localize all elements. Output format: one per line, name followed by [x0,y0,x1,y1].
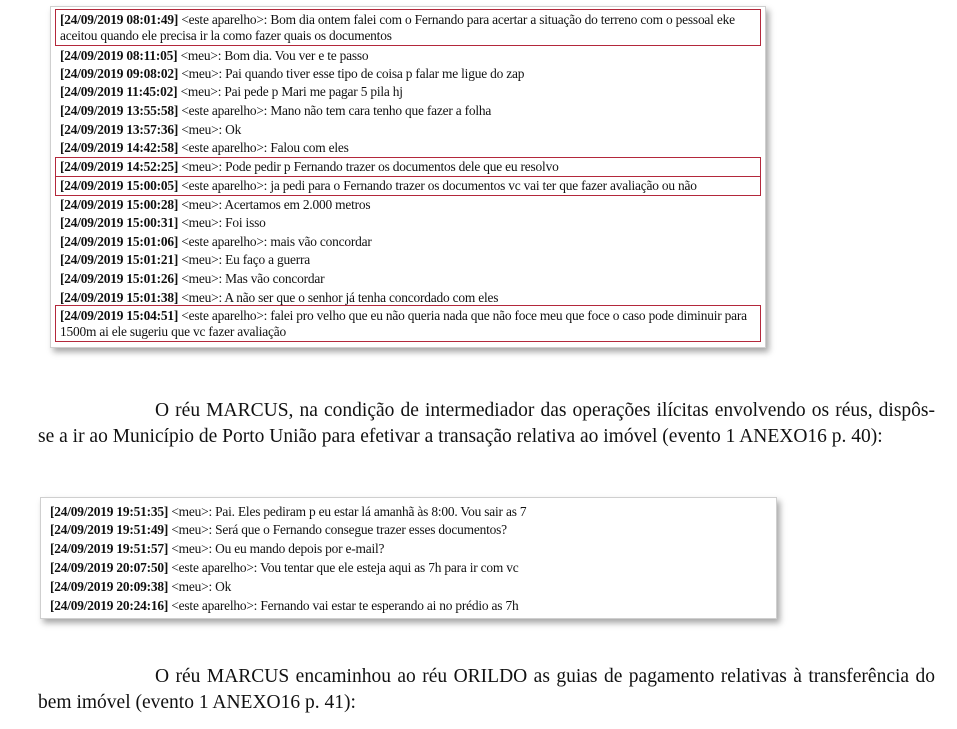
chat-message: [24/09/2019 11:45:02] <meu>: Pai pede p Mari me pagar 5 pila hj [60,84,403,99]
chat-message: [24/09/2019 19:51:35] <meu>: Pai. Eles pediram p eu estar lá amanhã às 8:00. Vou sair as 7 [50,504,527,519]
chat-message: [24/09/2019 19:51:57] <meu>: Ou eu mando depois por e-mail? [50,541,385,556]
chat-message: [24/09/2019 15:04:51] <este aparelho>: falei pro velho que eu não queria nada que não foce meu que foce o caso pode diminuir para 1500m ai ele sugeriu que vc fazer avaliação [60,308,747,339]
chat-log-screenshot-2 [40,497,777,619]
body-paragraph-2: O réu MARCUS encaminhou ao réu ORILDO as guias de pagamento relativas à transferência do bem imóvel (evento 1 ANEXO16 p. 41): [38,666,935,713]
chat-message: [24/09/2019 15:01:06] <este aparelho>: mais vão concordar [60,234,372,249]
highlight-box [55,9,761,46]
chat-message: [24/09/2019 15:00:28] <meu>: Acertamos em 2.000 metros [60,197,371,212]
chat-message: [24/09/2019 13:55:58] <este aparelho>: Mano não tem cara tenho que fazer a folha [60,103,492,118]
chat-message: [24/09/2019 20:09:38] <meu>: Ok [50,579,232,594]
chat-message: [24/09/2019 14:52:25] <meu>: Pode pedir p Fernando trazer os documentos dele que eu resolvo [60,159,559,174]
chat-message: [24/09/2019 20:07:50] <este aparelho>: Vou tentar que ele esteja aqui as 7h para ir com vc [50,560,519,575]
chat-message: [24/09/2019 15:01:26] <meu>: Mas vão concordar [60,271,325,286]
chat-log-screenshot-1 [50,6,766,348]
highlight-box [55,157,761,177]
chat-message: [24/09/2019 08:01:49] <este aparelho>: Bom dia ontem falei com o Fernando para acertar a situação do terreno com o pessoal eke aceitou quando ele precisa ir la como fazer quais os documentos [60,12,735,43]
chat-message: [24/09/2019 08:11:05] <meu>: Bom dia. Vou ver e te passo [60,48,369,63]
chat-message: [24/09/2019 14:42:58] <este aparelho>: Falou com eles [60,140,349,155]
chat-message: [24/09/2019 20:24:16] <este aparelho>: Fernando vai estar te esperando ai no prédio as 7h [50,598,519,613]
chat-message: [24/09/2019 15:00:31] <meu>: Foi isso [60,215,266,230]
chat-message: [24/09/2019 15:00:05] <este aparelho>: ja pedi para o Fernando trazer os documentos vc vai ter que fazer avaliação ou não [60,178,697,193]
chat-message: [24/09/2019 09:08:02] <meu>: Pai quando tiver esse tipo de coisa p falar me ligue do zap [60,66,525,81]
chat-message: [24/09/2019 15:01:21] <meu>: Eu faço a guerra [60,252,311,267]
chat-message: [24/09/2019 13:57:36] <meu>: Ok [60,122,242,137]
chat-message: [24/09/2019 15:01:38] <meu>: A não ser que o senhor já tenha concordado com eles [60,290,499,305]
chat-message: [24/09/2019 19:51:49] <meu>: Será que o Fernando consegue trazer esses documentos? [50,522,507,537]
body-paragraph-1: O réu MARCUS, na condição de intermediador das operações ilícitas envolvendo os réus, dispôs-se a ir ao Município de Porto União para efetivar a transação relativa ao imóvel (evento 1 ANEXO16 p. 40): [38,400,935,447]
highlight-box [55,305,761,342]
highlight-box [55,176,761,196]
